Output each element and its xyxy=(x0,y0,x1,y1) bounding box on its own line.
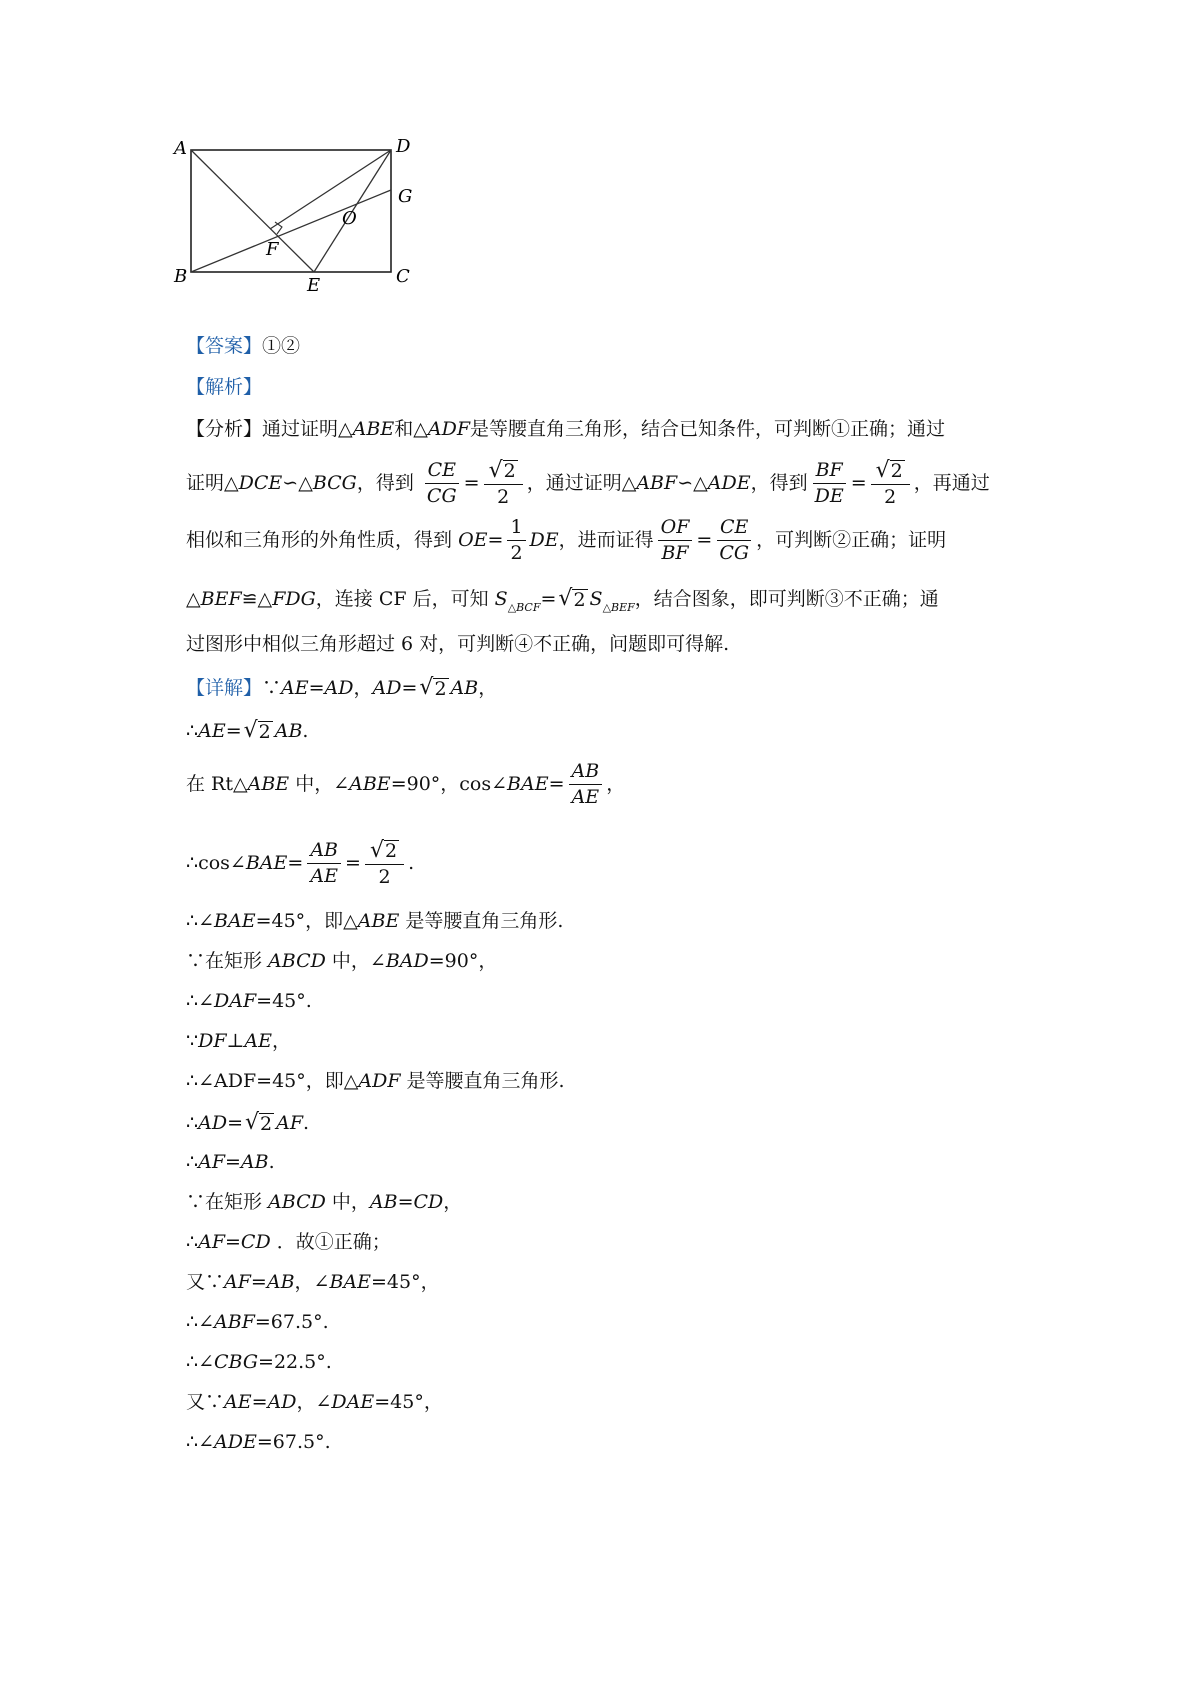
text: 是等腰直角三角形，结合已知条件，可判断①正确；通过 xyxy=(470,418,946,440)
text: ∴∠ xyxy=(186,990,215,1012)
numerator: AB xyxy=(569,762,603,785)
math: BAE xyxy=(245,851,288,874)
sqrt-symbol: √ 2 xyxy=(244,1110,273,1135)
text: ， xyxy=(353,677,373,699)
detail-line-7 xyxy=(186,992,312,1011)
math: AD xyxy=(324,677,354,699)
numerator: CE xyxy=(717,518,751,541)
math: AF xyxy=(224,1271,251,1293)
denominator: 2 xyxy=(497,486,510,508)
answer-line xyxy=(186,337,300,356)
denominator: CG xyxy=(426,484,457,507)
math: ABE xyxy=(349,772,391,795)
fraction-sqrt2-2 xyxy=(484,460,523,508)
denominator: AE xyxy=(310,864,338,887)
detail-line-3 xyxy=(186,762,625,808)
detail-line-4 xyxy=(186,840,414,888)
math: ABE xyxy=(352,418,395,440)
math: AF xyxy=(198,1231,225,1253)
denominator: AE xyxy=(571,785,600,808)
text: =90°，cos∠ xyxy=(390,772,508,795)
text: =45°， xyxy=(371,1271,440,1293)
math: ABE xyxy=(247,772,290,795)
fraction-ce-cg xyxy=(424,461,460,507)
detail-line-14 xyxy=(186,1273,440,1292)
numerator: OF xyxy=(658,518,693,541)
text: 中，∠ xyxy=(289,772,350,795)
text: = xyxy=(487,528,504,551)
math: ABCD xyxy=(268,1191,326,1213)
radicand: 2 xyxy=(384,840,398,863)
text: 相似和三角形的外角性质，得到 xyxy=(186,528,453,551)
text: = xyxy=(250,1271,267,1293)
text: 中， xyxy=(325,1191,370,1213)
math: DAF xyxy=(214,990,257,1012)
analysis-subtag: 【分析】 xyxy=(186,418,263,440)
analysis-line-2: 证明△DCE∽△BCG，得到 $\frac{CE}{CG}$ = √ 2 2 ，通过证明△ABF∽△ADE，得到 $\frac{BF}{DE}$ = √ 2 2 ，再通过 xyxy=(186,458,990,508)
denominator: DE xyxy=(814,484,844,507)
radicand: 2 xyxy=(890,460,903,483)
text: ∵ xyxy=(262,677,282,699)
math: AE xyxy=(244,1030,272,1052)
math: ABF xyxy=(214,1311,255,1333)
math: DAE xyxy=(331,1391,375,1413)
math: BAE xyxy=(214,910,256,932)
text: . xyxy=(268,1151,275,1173)
math: S xyxy=(494,588,508,610)
label-f: F xyxy=(266,239,279,260)
geometry-figure xyxy=(174,136,416,325)
sqrt-symbol: √ 2 xyxy=(875,458,903,483)
segment-df xyxy=(270,150,391,229)
fraction-ab-ae-2 xyxy=(307,841,341,887)
fraction-bf-de xyxy=(812,461,847,507)
text: ∴∠ xyxy=(186,1311,215,1333)
text: ，再通过 xyxy=(913,471,990,494)
math: CD xyxy=(413,1191,444,1213)
detail-line-13 xyxy=(186,1233,391,1252)
math: ADF xyxy=(358,1070,401,1092)
math: FDG xyxy=(272,588,316,610)
text: 又∵ xyxy=(186,1271,225,1293)
text: . xyxy=(302,720,309,742)
fraction-ce-cg-2 xyxy=(716,518,752,564)
text: ≌△ xyxy=(241,588,273,610)
answer-value: ①② xyxy=(262,335,301,357)
text: 通过证明 xyxy=(262,418,339,440)
text: = xyxy=(225,1231,241,1253)
text: = xyxy=(540,588,557,610)
detail-line-6 xyxy=(186,952,497,971)
detail-line-10 xyxy=(186,1112,309,1134)
text: =90°， xyxy=(428,950,498,972)
text: ，∠ xyxy=(294,1271,330,1293)
analysis-tag: 【解析】 xyxy=(186,376,263,398)
text: 中，∠ xyxy=(325,950,386,972)
detail-line-16 xyxy=(186,1353,332,1372)
text: = xyxy=(287,851,304,874)
answer-tag: 【答案】 xyxy=(186,335,263,357)
text: ∴∠ xyxy=(186,1431,215,1453)
text: 在 Rt△ xyxy=(186,772,248,795)
text: = xyxy=(397,1191,414,1213)
text: = xyxy=(401,677,418,699)
text: =45°，即△ xyxy=(255,910,358,932)
numerator: CE xyxy=(425,461,459,484)
text: = xyxy=(227,1112,243,1134)
math: AB xyxy=(240,1151,269,1173)
text: ， xyxy=(478,677,498,699)
text: =45°， xyxy=(374,1391,443,1413)
text: ，进而证得 xyxy=(558,528,654,551)
math: ABF xyxy=(636,471,678,494)
denominator: CG xyxy=(719,541,750,564)
subscript: △BCF xyxy=(507,601,541,614)
math: BAD xyxy=(385,950,429,972)
label-e: E xyxy=(307,275,321,296)
analysis-heading xyxy=(186,378,262,397)
text: =22.5°. xyxy=(258,1351,332,1373)
sqrt-symbol: √ 2 xyxy=(558,586,586,611)
text: = xyxy=(850,471,867,494)
radicand: 2 xyxy=(573,589,586,611)
text: ∴cos∠ xyxy=(186,851,246,874)
text: . xyxy=(303,1112,310,1134)
label-c: C xyxy=(396,266,410,287)
math: ADE xyxy=(214,1431,257,1453)
text: = xyxy=(463,471,480,494)
text: 是等腰直角三角形. xyxy=(399,910,564,932)
text: 证明 xyxy=(186,471,225,494)
radicand: 2 xyxy=(260,1113,273,1135)
radicand: 2 xyxy=(434,678,447,700)
math: AB xyxy=(266,1271,295,1293)
detail-line-11 xyxy=(186,1153,275,1172)
segment-bg xyxy=(191,190,391,272)
math: DE xyxy=(529,528,559,551)
fraction-sqrt2-2c xyxy=(365,840,404,888)
text: =67.5°. xyxy=(254,1311,329,1333)
numerator: BF xyxy=(813,461,846,484)
math: DCE xyxy=(238,471,283,494)
numerator: AB xyxy=(307,841,341,864)
detail-line-9 xyxy=(186,1072,565,1091)
text: ∴∠ xyxy=(186,910,215,932)
text: 过图形中相似三角形超过 6 对，可判断④不正确，问题即可得解. xyxy=(186,633,730,655)
math: AE xyxy=(198,720,226,742)
text: 和 xyxy=(394,418,414,440)
math: BAE xyxy=(329,1271,372,1293)
math: AD xyxy=(372,677,402,699)
text: ，可判断②正确；证明 xyxy=(756,528,947,551)
sqrt-symbol: √ 2 xyxy=(369,838,398,863)
analysis-line-5 xyxy=(186,635,729,654)
analysis-line-1: 【分析】通过证明△ABE和△ADF是等腰直角三角形，结合已知条件，可判断①正确；通过 xyxy=(186,418,946,440)
denominator: 2 xyxy=(510,541,523,564)
math: ADE xyxy=(707,471,751,494)
math: AE xyxy=(281,677,309,699)
radicand: 2 xyxy=(503,460,516,483)
text: ∵在矩形 xyxy=(186,950,269,972)
sqrt-symbol: √ 2 xyxy=(419,675,447,700)
fraction-of-bf xyxy=(658,518,693,564)
math: BAE xyxy=(507,772,549,795)
text: ，得到 xyxy=(356,471,414,494)
label-g: G xyxy=(398,186,413,207)
detail-line-17 xyxy=(186,1393,443,1412)
text: = xyxy=(225,720,242,742)
math: CBG xyxy=(214,1351,259,1373)
text: ，得到 xyxy=(750,471,808,494)
text: = xyxy=(308,677,325,699)
detail-line-8 xyxy=(186,1032,291,1051)
text: ∵ xyxy=(186,1030,199,1052)
text: . xyxy=(408,851,415,874)
math: CD xyxy=(240,1231,271,1253)
text: 又∵ xyxy=(186,1391,225,1413)
analysis-line-3 xyxy=(186,518,946,564)
detail-line-5 xyxy=(186,912,563,931)
text: ∴ xyxy=(186,720,199,742)
math: AD xyxy=(267,1391,297,1413)
text: ∴ xyxy=(186,1231,199,1253)
math: AF xyxy=(198,1151,225,1173)
text: =45°. xyxy=(256,990,312,1012)
math: AB xyxy=(369,1191,398,1213)
fraction-ab-ae xyxy=(569,762,603,808)
text: =67.5°. xyxy=(256,1431,331,1453)
text: ∽△ xyxy=(282,471,313,494)
text: = xyxy=(696,528,713,551)
math: AF xyxy=(276,1112,304,1134)
text: ．故①正确； xyxy=(270,1231,391,1253)
math: ADF xyxy=(427,418,470,440)
text: ∴ xyxy=(186,1151,199,1173)
text: ∴∠ADF=45°，即△ xyxy=(186,1070,359,1092)
text: = xyxy=(548,772,565,795)
subscript: △BEF xyxy=(602,601,635,614)
radicand: 2 xyxy=(258,721,271,743)
denominator: 2 xyxy=(884,486,897,508)
detail-line-12 xyxy=(186,1193,462,1212)
detail-tag: 【详解】 xyxy=(186,677,263,699)
text: ∵在矩形 xyxy=(186,1191,269,1213)
text: ， xyxy=(271,1030,291,1052)
text: ，连接 CF 后，可知 xyxy=(315,588,489,610)
math: AB xyxy=(450,677,479,699)
detail-line-18 xyxy=(186,1433,331,1452)
math: ABCD xyxy=(268,950,326,972)
text: = xyxy=(251,1391,268,1413)
math: AD xyxy=(198,1112,228,1134)
detail-line-1 xyxy=(186,677,497,699)
analysis-line-4: △BEF≌△FDG，连接 CF 后，可知 $S_{\triangle BCF}=$ √ 2 $S_{\triangle BEF}$，结合图象，即可判断③不正确；通 xyxy=(186,586,939,614)
text: = xyxy=(345,851,361,874)
text: ， xyxy=(443,1191,463,1213)
fraction-sqrt2-2b xyxy=(871,460,910,508)
text: ， xyxy=(606,772,626,795)
label-a: A xyxy=(174,138,187,159)
text: ，通过证明 xyxy=(526,471,622,494)
math: S xyxy=(589,588,603,610)
text: ∴∠ xyxy=(186,1351,215,1373)
math: AE xyxy=(224,1391,252,1413)
text: ，∠ xyxy=(296,1391,332,1413)
text: ，结合图象，即可判断③不正确；通 xyxy=(634,588,939,610)
sqrt-symbol: √ 2 xyxy=(488,458,516,483)
denominator: BF xyxy=(661,541,689,564)
text: 是等腰直角三角形. xyxy=(400,1070,565,1092)
segment-ae xyxy=(191,150,314,272)
math: DF xyxy=(198,1030,227,1052)
sqrt-symbol: √ 2 xyxy=(243,718,271,743)
detail-line-2 xyxy=(186,720,308,742)
math: OE xyxy=(458,528,488,551)
fraction-half xyxy=(507,518,525,564)
math: ABE xyxy=(357,910,400,932)
label-d: D xyxy=(396,136,411,157)
rectangle-abcd xyxy=(191,150,391,272)
math: BEF xyxy=(200,588,242,610)
numerator: 1 xyxy=(507,518,525,541)
denominator: 2 xyxy=(378,866,391,888)
text: ∴ xyxy=(186,1112,199,1134)
label-o: O xyxy=(342,208,357,229)
label-b: B xyxy=(174,266,188,287)
text: ∽△ xyxy=(677,471,708,494)
math: AB xyxy=(274,720,303,742)
text: ⊥ xyxy=(226,1030,245,1052)
detail-line-15 xyxy=(186,1313,329,1332)
math: BCG xyxy=(312,471,357,494)
text: = xyxy=(225,1151,241,1173)
